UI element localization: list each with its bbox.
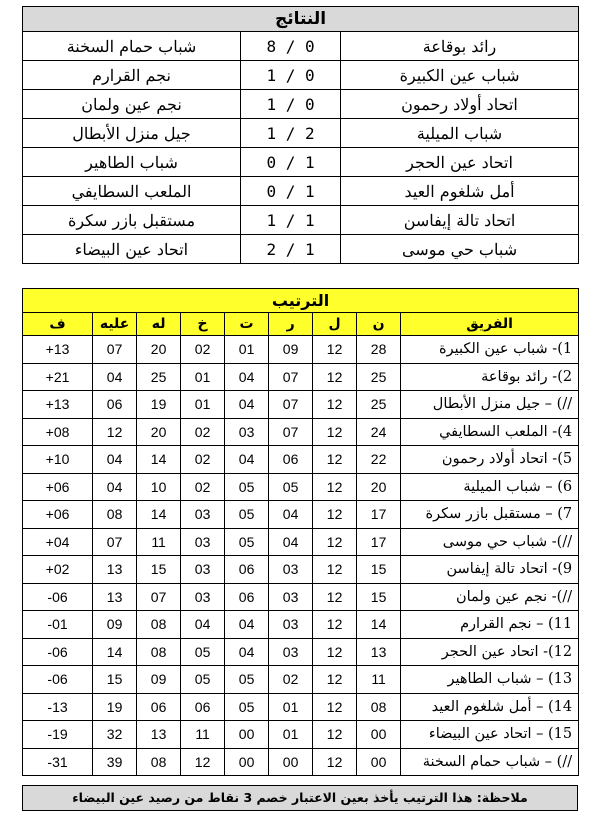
standings-row	[23, 748, 579, 776]
points: 14	[357, 611, 401, 639]
played: 12	[313, 501, 357, 529]
lost: 01	[181, 363, 225, 391]
played: 12	[313, 391, 357, 419]
match-score: 0 / 1	[241, 61, 341, 90]
played: 12	[313, 666, 357, 694]
result-row	[23, 148, 579, 177]
home-team: اتحاد أولاد رحمون	[341, 90, 579, 119]
goals-against: 08	[93, 501, 137, 529]
won: 05	[269, 473, 313, 501]
goal-difference: -19	[23, 721, 93, 749]
result-row	[23, 61, 579, 90]
won: 00	[269, 748, 313, 776]
points: 20	[357, 473, 401, 501]
team-name: 2)- رائد بوقاعة	[401, 363, 579, 391]
played: 12	[313, 473, 357, 501]
goal-difference: +06	[23, 473, 93, 501]
standings-table	[22, 288, 579, 776]
lost: 05	[181, 666, 225, 694]
header-goals-for: له	[137, 313, 181, 336]
home-team: رائد بوقاعة	[341, 32, 579, 61]
points: 15	[357, 556, 401, 584]
header-played: ل	[313, 313, 357, 336]
team-name: //)- نجم عين ولمان	[401, 583, 579, 611]
team-name: 12)- اتحاد عين الحجر	[401, 638, 579, 666]
won: 07	[269, 391, 313, 419]
team-name: 11) – نجم القرارم	[401, 611, 579, 639]
goals-for: 11	[137, 528, 181, 556]
standings-row	[23, 721, 579, 749]
match-score: 0 / 1	[241, 90, 341, 119]
lost: 06	[181, 693, 225, 721]
team-name: 13) – شباب الطاهير	[401, 666, 579, 694]
goals-for: 15	[137, 556, 181, 584]
points: 13	[357, 638, 401, 666]
standings-row	[23, 666, 579, 694]
goals-for: 20	[137, 418, 181, 446]
played: 12	[313, 446, 357, 474]
standings-row	[23, 501, 579, 529]
result-row	[23, 177, 579, 206]
played: 12	[313, 363, 357, 391]
goals-for: 08	[137, 638, 181, 666]
home-team: شباب عين الكبيرة	[341, 61, 579, 90]
lost: 03	[181, 556, 225, 584]
won: 01	[269, 693, 313, 721]
team-name: //) – شباب حمام السخنة	[401, 748, 579, 776]
won: 09	[269, 336, 313, 364]
lost: 04	[181, 611, 225, 639]
goal-difference: +10	[23, 446, 93, 474]
drawn: 03	[225, 418, 269, 446]
goal-difference: +06	[23, 501, 93, 529]
match-score: 1 / 0	[241, 177, 341, 206]
standings-row	[23, 446, 579, 474]
team-name: 14) – أمل شلغوم العيد	[401, 693, 579, 721]
points: 00	[357, 721, 401, 749]
goals-for: 14	[137, 501, 181, 529]
standings-row	[23, 391, 579, 419]
goals-for: 25	[137, 363, 181, 391]
goals-against: 15	[93, 666, 137, 694]
header-lost: خ	[181, 313, 225, 336]
standings-row	[23, 418, 579, 446]
played: 12	[313, 418, 357, 446]
lost: 05	[181, 638, 225, 666]
goals-against: 13	[93, 556, 137, 584]
points: 28	[357, 336, 401, 364]
played: 12	[313, 556, 357, 584]
played: 12	[313, 611, 357, 639]
goals-against: 19	[93, 693, 137, 721]
drawn: 06	[225, 583, 269, 611]
played: 12	[313, 748, 357, 776]
standings-row	[23, 693, 579, 721]
drawn: 05	[225, 693, 269, 721]
footnote: ملاحظة: هذا الترتيب يأخذ بعين الاعتبار خصم 3 نقاط من رصيد عين البيضاء	[22, 785, 578, 811]
results-title: النتائج	[23, 7, 579, 32]
drawn: 06	[225, 556, 269, 584]
away-team: جيل منزل الأبطال	[23, 119, 241, 148]
header-won: ر	[269, 313, 313, 336]
standings-row	[23, 363, 579, 391]
goals-for: 06	[137, 693, 181, 721]
standings-row	[23, 528, 579, 556]
drawn: 04	[225, 446, 269, 474]
header-goals-against: عليه	[93, 313, 137, 336]
result-row	[23, 119, 579, 148]
header-goal-difference: ف	[23, 313, 93, 336]
lost: 02	[181, 418, 225, 446]
goals-against: 39	[93, 748, 137, 776]
result-row	[23, 32, 579, 61]
team-name: 4)- الملعب السطايفي	[401, 418, 579, 446]
points: 25	[357, 363, 401, 391]
team-name: //)- شباب حي موسى	[401, 528, 579, 556]
away-team: اتحاد عين البيضاء	[23, 235, 241, 264]
goal-difference: +04	[23, 528, 93, 556]
result-row	[23, 90, 579, 119]
played: 12	[313, 336, 357, 364]
team-name: 9)- اتحاد تالة إيفاسن	[401, 556, 579, 584]
match-score: 1 / 1	[241, 206, 341, 235]
away-team: شباب حمام السخنة	[23, 32, 241, 61]
lost: 01	[181, 391, 225, 419]
drawn: 05	[225, 528, 269, 556]
played: 12	[313, 528, 357, 556]
standings-row	[23, 473, 579, 501]
home-team: اتحاد تالة إيفاسن	[341, 206, 579, 235]
standings-row	[23, 611, 579, 639]
goals-for: 10	[137, 473, 181, 501]
points: 11	[357, 666, 401, 694]
team-name: 6) – شباب الميلية	[401, 473, 579, 501]
goals-for: 07	[137, 583, 181, 611]
points: 22	[357, 446, 401, 474]
goals-against: 09	[93, 611, 137, 639]
drawn: 05	[225, 473, 269, 501]
drawn: 05	[225, 501, 269, 529]
team-name: 5)- اتحاد أولاد رحمون	[401, 446, 579, 474]
played: 12	[313, 638, 357, 666]
goals-against: 04	[93, 363, 137, 391]
goals-for: 08	[137, 748, 181, 776]
drawn: 00	[225, 721, 269, 749]
team-name: 1)- شباب عين الكبيرة	[401, 336, 579, 364]
standings-title: الترتيب	[23, 289, 579, 313]
lost: 03	[181, 583, 225, 611]
goal-difference: -06	[23, 638, 93, 666]
goal-difference: -01	[23, 611, 93, 639]
results-table	[22, 6, 579, 264]
goals-against: 14	[93, 638, 137, 666]
drawn: 04	[225, 363, 269, 391]
played: 12	[313, 721, 357, 749]
standings-row	[23, 638, 579, 666]
lost: 02	[181, 473, 225, 501]
won: 03	[269, 556, 313, 584]
match-score: 2 / 1	[241, 119, 341, 148]
won: 03	[269, 638, 313, 666]
header-drawn: ت	[225, 313, 269, 336]
drawn: 05	[225, 666, 269, 694]
won: 04	[269, 528, 313, 556]
lost: 02	[181, 446, 225, 474]
lost: 12	[181, 748, 225, 776]
home-team: شباب الميلية	[341, 119, 579, 148]
lost: 03	[181, 528, 225, 556]
away-team: الملعب السطايفي	[23, 177, 241, 206]
goals-against: 04	[93, 473, 137, 501]
standings-row	[23, 583, 579, 611]
won: 04	[269, 501, 313, 529]
standings-row	[23, 336, 579, 364]
played: 12	[313, 583, 357, 611]
goals-against: 04	[93, 446, 137, 474]
played: 12	[313, 693, 357, 721]
goal-difference: +21	[23, 363, 93, 391]
goals-for: 20	[137, 336, 181, 364]
won: 07	[269, 418, 313, 446]
goals-for: 14	[137, 446, 181, 474]
drawn: 04	[225, 391, 269, 419]
drawn: 01	[225, 336, 269, 364]
match-score: 1 / 2	[241, 235, 341, 264]
away-team: نجم عين ولمان	[23, 90, 241, 119]
goal-difference: +13	[23, 336, 93, 364]
away-team: شباب الطاهير	[23, 148, 241, 177]
goal-difference: -06	[23, 666, 93, 694]
result-row	[23, 235, 579, 264]
home-team: شباب حي موسى	[341, 235, 579, 264]
team-name: 7) – مستقبل بازر سكرة	[401, 501, 579, 529]
won: 03	[269, 611, 313, 639]
goals-against: 06	[93, 391, 137, 419]
won: 03	[269, 583, 313, 611]
goals-for: 09	[137, 666, 181, 694]
goal-difference: +02	[23, 556, 93, 584]
goals-against: 12	[93, 418, 137, 446]
points: 08	[357, 693, 401, 721]
header-points: ن	[357, 313, 401, 336]
team-name: //) – جيل منزل الأبطال	[401, 391, 579, 419]
points: 17	[357, 501, 401, 529]
won: 07	[269, 363, 313, 391]
won: 02	[269, 666, 313, 694]
points: 24	[357, 418, 401, 446]
points: 25	[357, 391, 401, 419]
goals-against: 07	[93, 528, 137, 556]
goals-for: 08	[137, 611, 181, 639]
goal-difference: +13	[23, 391, 93, 419]
points: 17	[357, 528, 401, 556]
match-score: 0 / 8	[241, 32, 341, 61]
lost: 11	[181, 721, 225, 749]
drawn: 04	[225, 638, 269, 666]
standings-row	[23, 556, 579, 584]
away-team: مستقبل بازر سكرة	[23, 206, 241, 235]
goal-difference: -13	[23, 693, 93, 721]
points: 00	[357, 748, 401, 776]
away-team: نجم القرارم	[23, 61, 241, 90]
lost: 03	[181, 501, 225, 529]
won: 01	[269, 721, 313, 749]
won: 06	[269, 446, 313, 474]
header-team: الفريق	[401, 313, 579, 336]
goal-difference: -06	[23, 583, 93, 611]
drawn: 04	[225, 611, 269, 639]
lost: 02	[181, 336, 225, 364]
goal-difference: -31	[23, 748, 93, 776]
team-name: 15) – اتحاد عين البيضاء	[401, 721, 579, 749]
points: 15	[357, 583, 401, 611]
match-score: 1 / 0	[241, 148, 341, 177]
drawn: 00	[225, 748, 269, 776]
goals-for: 19	[137, 391, 181, 419]
result-row	[23, 206, 579, 235]
home-team: اتحاد عين الحجر	[341, 148, 579, 177]
goals-against: 07	[93, 336, 137, 364]
goal-difference: +08	[23, 418, 93, 446]
goals-against: 13	[93, 583, 137, 611]
goals-against: 32	[93, 721, 137, 749]
home-team: أمل شلغوم العيد	[341, 177, 579, 206]
goals-for: 13	[137, 721, 181, 749]
